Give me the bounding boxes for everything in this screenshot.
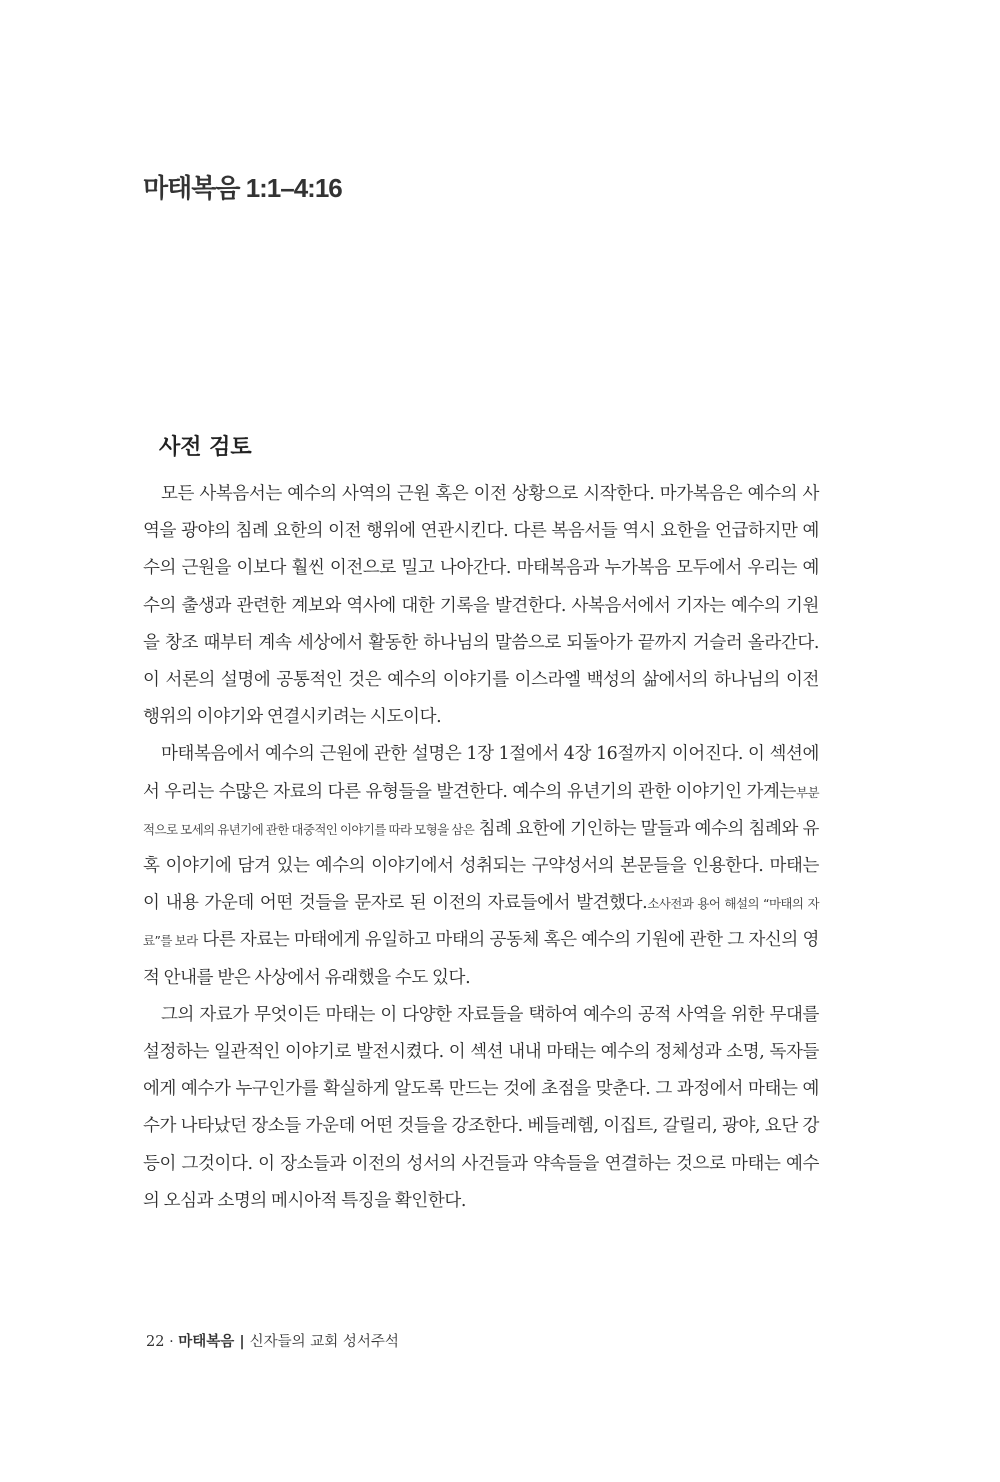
section-heading: 사전 검토 — [159, 435, 252, 460]
page-number: 22 — [146, 1334, 165, 1350]
body-text — [143, 476, 819, 1220]
paragraph-2 — [143, 736, 819, 996]
paragraph-2-text-a: 마태복음에서 예수의 근원에 관한 설명은 1장 1절에서 4장 16절까지 이어진다. 이 섹션에서 우리는 수많은 자료의 다른 유형들을 발견한다. 예수의 유년기의 관한 이야기인 가계는 — [143, 744, 819, 802]
page-footer — [146, 1330, 399, 1351]
chapter-title: 마태복음 1:1–4:16 — [143, 173, 342, 203]
footer-book-title: 마태복음 — [178, 1334, 235, 1350]
footer-series-title: 신자들의 교회 성서주석 — [249, 1334, 399, 1350]
footer-separator: | — [239, 1334, 245, 1350]
paragraph-3: 그의 자료가 무엇이든 마태는 이 다양한 자료들을 택하여 예수의 공적 사역을 위한 무대를 설정하는 일관적인 이야기로 발전시켰다. 이 섹션 내내 마태는 예수의 정체성과 소명, 독자들에게 예수가 누구인가를 확실하게 알도록 만드는 것에 초점을 맞춘다. 그 과정에서 마태는 예수가 나타났던 장소들 가운데 어떤 것들을 강조한다. 베들레헴, 이집트, 갈릴리, 광야, 요단 강 등이 그것이다. 이 장소들과 이전의 성서의 사건들과 약속들을 연결하는 것으로 마태는 예수의 오심과 소명의 메시아적 특징을 확인한다. — [143, 1004, 819, 1211]
inline-note: 부분적으로 모세의 유년기에 관한 대중적인 이야기를 따라 모형을 삼은 — [143, 784, 819, 837]
paragraph-1: 모든 사복음서는 예수의 사역의 근원 혹은 이전 상황으로 시작한다. 마가복음은 예수의 사역을 광야의 침례 요한의 이전 행위에 연관시킨다. 다른 복음서들 역시 요한을 언급하지만 예수의 근원을 이보다 훨씬 이전으로 밀고 나아간다. 마태복음과 누가복음 모두에서 우리는 예수의 출생과 관련한 계보와 역사에 대한 기록을 발견한다. 사복음서에서 기자는 예수의 기원을 창조 때부터 계속 세상에서 활동한 하나님의 말씀으로 되돌아가 끝까지 거슬러 올라간다. 이 서론의 설명에 공통적인 것은 예수의 이야기를 이스라엘 백성의 삶에서의 하나님의 이전 행위의 이야기와 연결시키려는 시도이다. — [143, 484, 819, 728]
paragraph-2-text-b: 침례 요한에 기인하는 말들과 예수의 침례와 유혹 이야기에 담겨 있는 예수의 이야기에서 성취되는 구약성서의 본문들을 인용한다. 마태는 이 내용 가운데 어떤 것들을 문자로 된 이전의 자료들에서 발견했다. — [143, 818, 819, 914]
footer-dot: · — [169, 1334, 174, 1350]
paragraph-2-text-c: 다른 자료는 마태에게 유일하고 마태의 공동체 혹은 예수의 기원에 관한 그 자신의 영적 안내를 받은 사상에서 유래했을 수도 있다. — [143, 930, 819, 988]
inline-cross-reference: 소사전과 용어 해설의 “마태의 자료”를 보라 — [143, 896, 820, 949]
